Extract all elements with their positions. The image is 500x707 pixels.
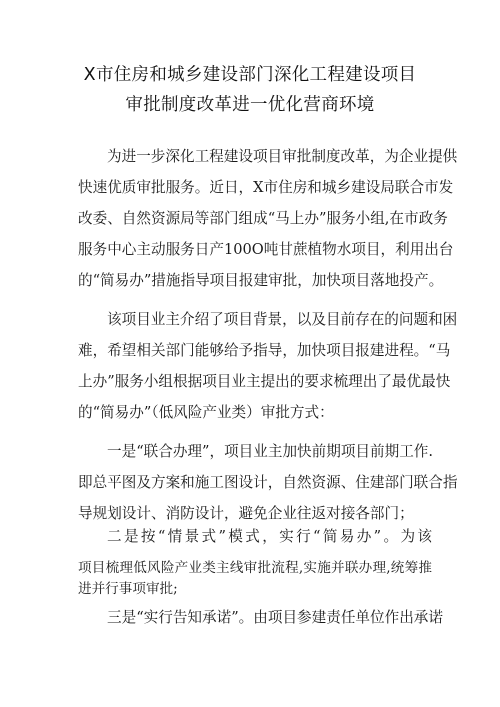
paragraph-5-line-1: 三是“实行告知承诺”。由项目参建责任单位作出承诺 [107, 609, 443, 626]
paragraph-4-line-3: 进并行事项审批; [78, 581, 178, 597]
paragraph-1-line-2: 快速优质审批服务。近日，X市住房和城乡建设局联合市发 [78, 179, 454, 196]
paragraph-2-line-4: 的“简易办”（低风险产业类）审批方式： [78, 404, 334, 421]
paragraph-3-line-2: 即总平图及方案和施工图设计，自然资源、住建部门联合指 [78, 474, 458, 491]
paragraph-2-line-1: 该项目业主介绍了项目背景，以及目前存在的问题和困 [107, 311, 458, 328]
paragraph-4-line-1: 二是按“情景式”模式，实行“简易办”。为该 [107, 528, 432, 545]
paragraph-1-line-1: 为进一步深化工程建设项目审批制度改革，为企业提供 [107, 148, 458, 165]
document-title-line-1: X市住房和城乡建设部门深化工程建设项目 [83, 65, 417, 85]
paragraph-1-line-5: 的“简易办”措施指导项目报建审批，加快项目落地投产。 [78, 272, 444, 289]
paragraph-3-line-3: 导规划设计、消防设计，避免企业往返对接各部门； [78, 505, 414, 522]
paragraph-1-line-4: 服务中心主动服务日产100O吨甘蔗植物水项目，利用出台 [78, 241, 454, 258]
document-title-line-2: 审批制度改革进一优化营商环境 [125, 95, 375, 115]
paragraph-1-line-3: 改委、自然资源局等部门组成“马上办”服务小组,在市政务 [78, 210, 448, 227]
paragraph-2-line-2: 难，希望相关部门能够给予指导，加快项目报建进程。“马 [78, 342, 451, 359]
paragraph-2-line-3: 上办”服务小组根据项目业主提出的要求梳理出了最优最快 [78, 373, 451, 390]
paragraph-3-line-1: 一是“联合办理”，项目业主加快前期项目前期工作. [107, 443, 434, 460]
paragraph-4-line-2: 项目梳理低风险产业类主线审批流程,实施并联办理,统筹推 [78, 560, 432, 576]
